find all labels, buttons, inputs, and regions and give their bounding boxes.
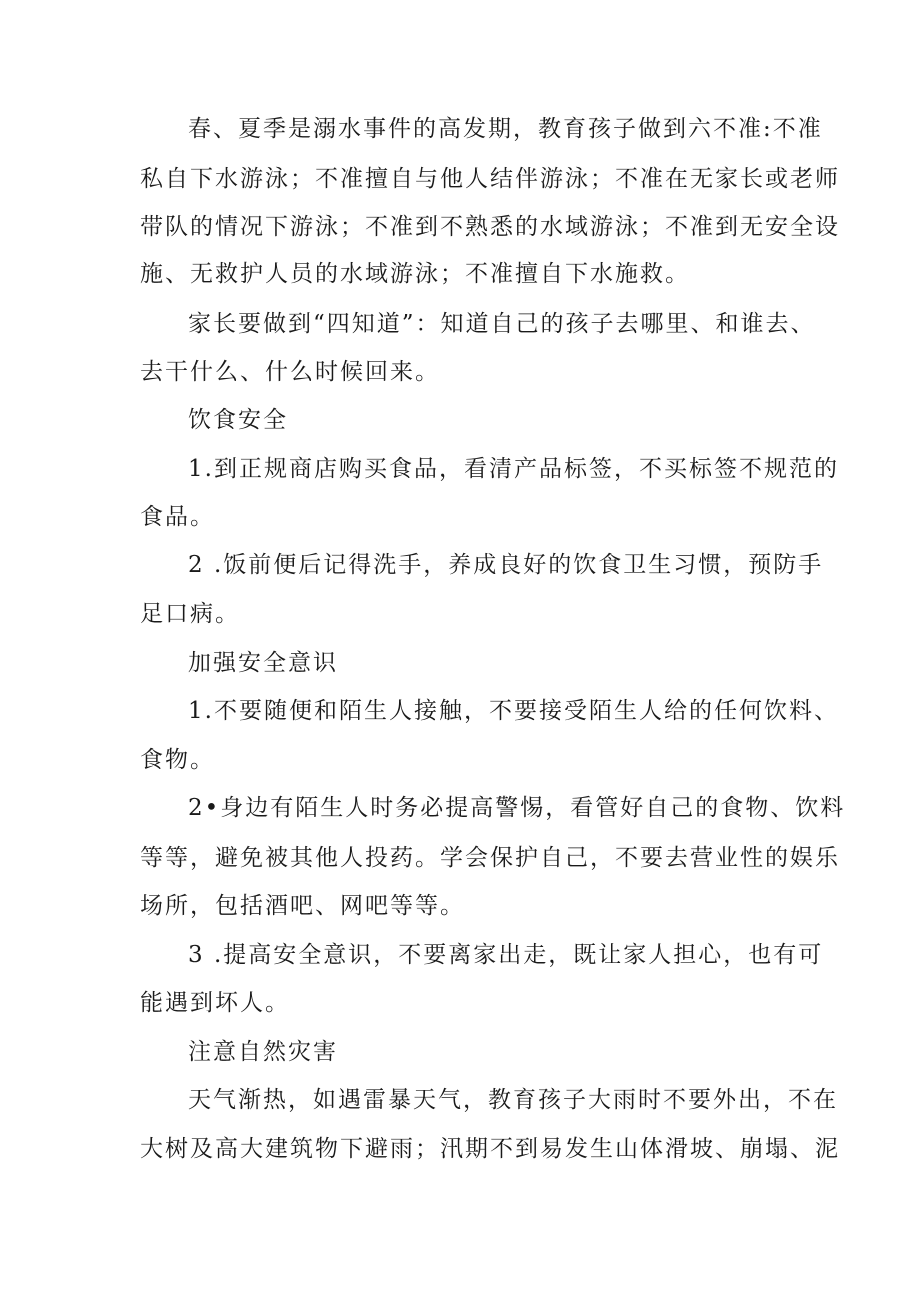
heading-safety-awareness: 加强安全意识 — [188, 650, 338, 676]
food-item-1-line-1: 1.到正规商店购买食品，看清产品标签，不买标签不规范的 — [188, 456, 839, 482]
awareness-item-2-line-3: 场所，包括酒吧、网吧等等。 — [140, 893, 465, 919]
paragraph-drowning-line-3: 带队的情况下游泳；不准到不熟悉的水域游泳；不准到无安全设 — [140, 214, 840, 240]
paragraph-drowning-line-4: 施、无救护人员的水域游泳；不准擅自下水施救。 — [140, 261, 690, 287]
food-item-2-line-1: 2 .饭前便后记得洗手，养成良好的饮食卫生习惯，预防手 — [188, 552, 824, 578]
awareness-item-2-line-2: 等等，避免被其他人投药。学会保护自己，不要去营业性的娱乐 — [140, 845, 840, 871]
awareness-item-2-line-1: 2•身边有陌生人时务必提高警惕，看管好自己的食物、饮料 — [188, 795, 846, 821]
heading-food-safety: 饮食安全 — [188, 407, 288, 433]
paragraph-parents-line-1: 家长要做到“四知道”：知道自己的孩子去哪里、和谁去、 — [188, 311, 816, 337]
awareness-item-1-line-1: 1.不要随便和陌生人接触，不要接受陌生人给的任何饮料、 — [188, 698, 839, 724]
paragraph-parents-line-2: 去干什么、什么时候回来。 — [140, 359, 440, 385]
disaster-paragraph-line-2: 大树及高大建筑物下避雨；汛期不到易发生山体滑坡、崩塌、泥 — [140, 1136, 840, 1162]
food-item-2-line-2: 足口病。 — [140, 601, 240, 627]
food-item-1-line-2: 食品。 — [140, 504, 215, 530]
awareness-item-1-line-2: 食物。 — [140, 747, 215, 773]
heading-natural-disasters: 注意自然灾害 — [188, 1039, 338, 1065]
disaster-paragraph-line-1: 天气渐热，如遇雷暴天气，教育孩子大雨时不要外出，不在 — [188, 1087, 838, 1113]
paragraph-drowning-line-1: 春、夏季是溺水事件的高发期，教育孩子做到六不准:不准 — [188, 116, 823, 142]
awareness-item-3-line-1: 3 .提高安全意识，不要离家出走，既让家人担心，也有可 — [188, 942, 824, 968]
awareness-item-3-line-2: 能遇到坏人。 — [140, 990, 290, 1016]
paragraph-drowning-line-2: 私自下水游泳；不准擅自与他人结伴游泳；不准在无家长或老师 — [140, 166, 840, 192]
